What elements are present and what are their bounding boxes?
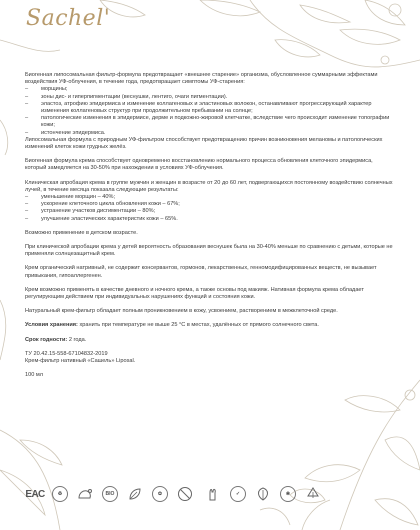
product-name: Крем-фильтр нативный «Сашель» Liposal. [25,358,136,365]
biogenic-paragraph: Биогенная формула крема способствует одновременно восстановлению нормального процесса обновления клеточного эпидермиса, который замедляется на 30-50% при нахождении в условиях УФ-облучения. [25,158,373,172]
composition-paragraph: Крем органический натривный, не содержит консервантов, гормонов, лекарственных, генномодифицированных веществ, не вызывает привыкания, гипоаллергенен. [25,265,377,279]
uv-aging-symptoms-list [25,86,395,136]
cruelty-free-icon [202,486,224,502]
hypoallergenic-icon: ✓ [230,486,246,502]
vegan-icon [252,486,274,502]
no-parabens-icon [174,486,196,502]
natural-icon: ✿ [152,486,168,502]
list-item: – истончение эпидермиса. [25,130,395,137]
volume: 100 мл [25,372,43,379]
list-item: – патологические изменения в эпидермисе, дерме и подкожно-жировой клетчатке, вследствие чего происходит изменение топографии кожи; [25,115,395,129]
brand-logo: Sachel' [26,6,111,31]
eco-icon [124,486,146,502]
technical-spec: ТУ 20.42.15-558-67104832-2019 [25,350,108,357]
bio-icon: BIO [102,486,118,502]
shelf-life [25,337,395,344]
certification-icons [24,484,324,504]
list-item: – уменьшение морщин – 40%; [25,194,395,201]
list-item: – устранение участков дисгиментации – 80%; [25,208,395,215]
shelf-life-text: 2 года. [67,336,87,343]
no-animal-test-icon [74,486,96,502]
shelf-life-label: Срок годности: [25,336,68,343]
pp-icon: ♻ [52,486,68,502]
storage-text: хранить при температуре не выше 25 °С в местах, удалённых от прямого солнечного света. [77,322,319,329]
storage-label: Условия хранения: [25,322,78,329]
usage-paragraph: Крем возможно применять в качестве дневного и ночного крема, а также основы под макияж. Нативная формула крема обладает регулирующим действием при индивидуальных нарушениях функций и состояния кожи. [25,286,364,301]
liposomal-paragraph: Липосомальная формула с природным УФ-фильтром способствует предотвращению причин возникновения меланомы и патологических изменений клеток кожи грудных желёз. [25,136,383,151]
organic-icon: ❀ [280,486,296,502]
storage-conditions [25,322,395,329]
eac-icon: ЕАС [25,488,45,500]
list-item: – морщины; [25,86,395,93]
list-item: – зоны дис- и гиперпигментации (веснушки, лентиго, очаги пигментации). [25,94,395,101]
children-trial-paragraph: При клинической апробации крема у детей вероятность образования веснушек была на 30-40% меньше по сравнению с детьми, которые не применяли солнцезащитный крем. [25,244,393,258]
intro-paragraph: Биогенная липосомальная фильтр-формула предотвращает «внешнее старение» организма, обусловленное суммарными эффектами воздействия УФ-облучения, в течение года, предотвращает симптомы УФ-старения: [25,72,378,86]
list-item: – ускорение клеточного цикла обновления кожи – 67%; [25,201,395,208]
absorption-paragraph: Натуральный крем-фильтр обладает полным проникновением в кожу, усвоением, растворением в межклеточной среде. [25,308,338,315]
recycle-icon [302,486,324,502]
list-item: – улучшение эластических характеристик кожи – 65%. [25,216,395,223]
clinical-trial-paragraph: Клиническая апробация крема в группе мужчин и женщин в возрасте от 20 до 60 лет, подвергающихся постоянному воздействию солнечных лучей, в течение месяца показала следующие результаты: [25,179,393,193]
clinical-results-list [25,194,395,223]
children-use-paragraph: Возможно применение в детском возрасте. [25,229,138,236]
list-item: – эластоз, атрофию эпидермиса и изменение коллагеновых и эластиновых волокон, останавливают прогрессирующий характер изменения коллагеновых структур при продолжительном пребывании на солнце; [25,101,395,115]
product-description [25,72,395,380]
